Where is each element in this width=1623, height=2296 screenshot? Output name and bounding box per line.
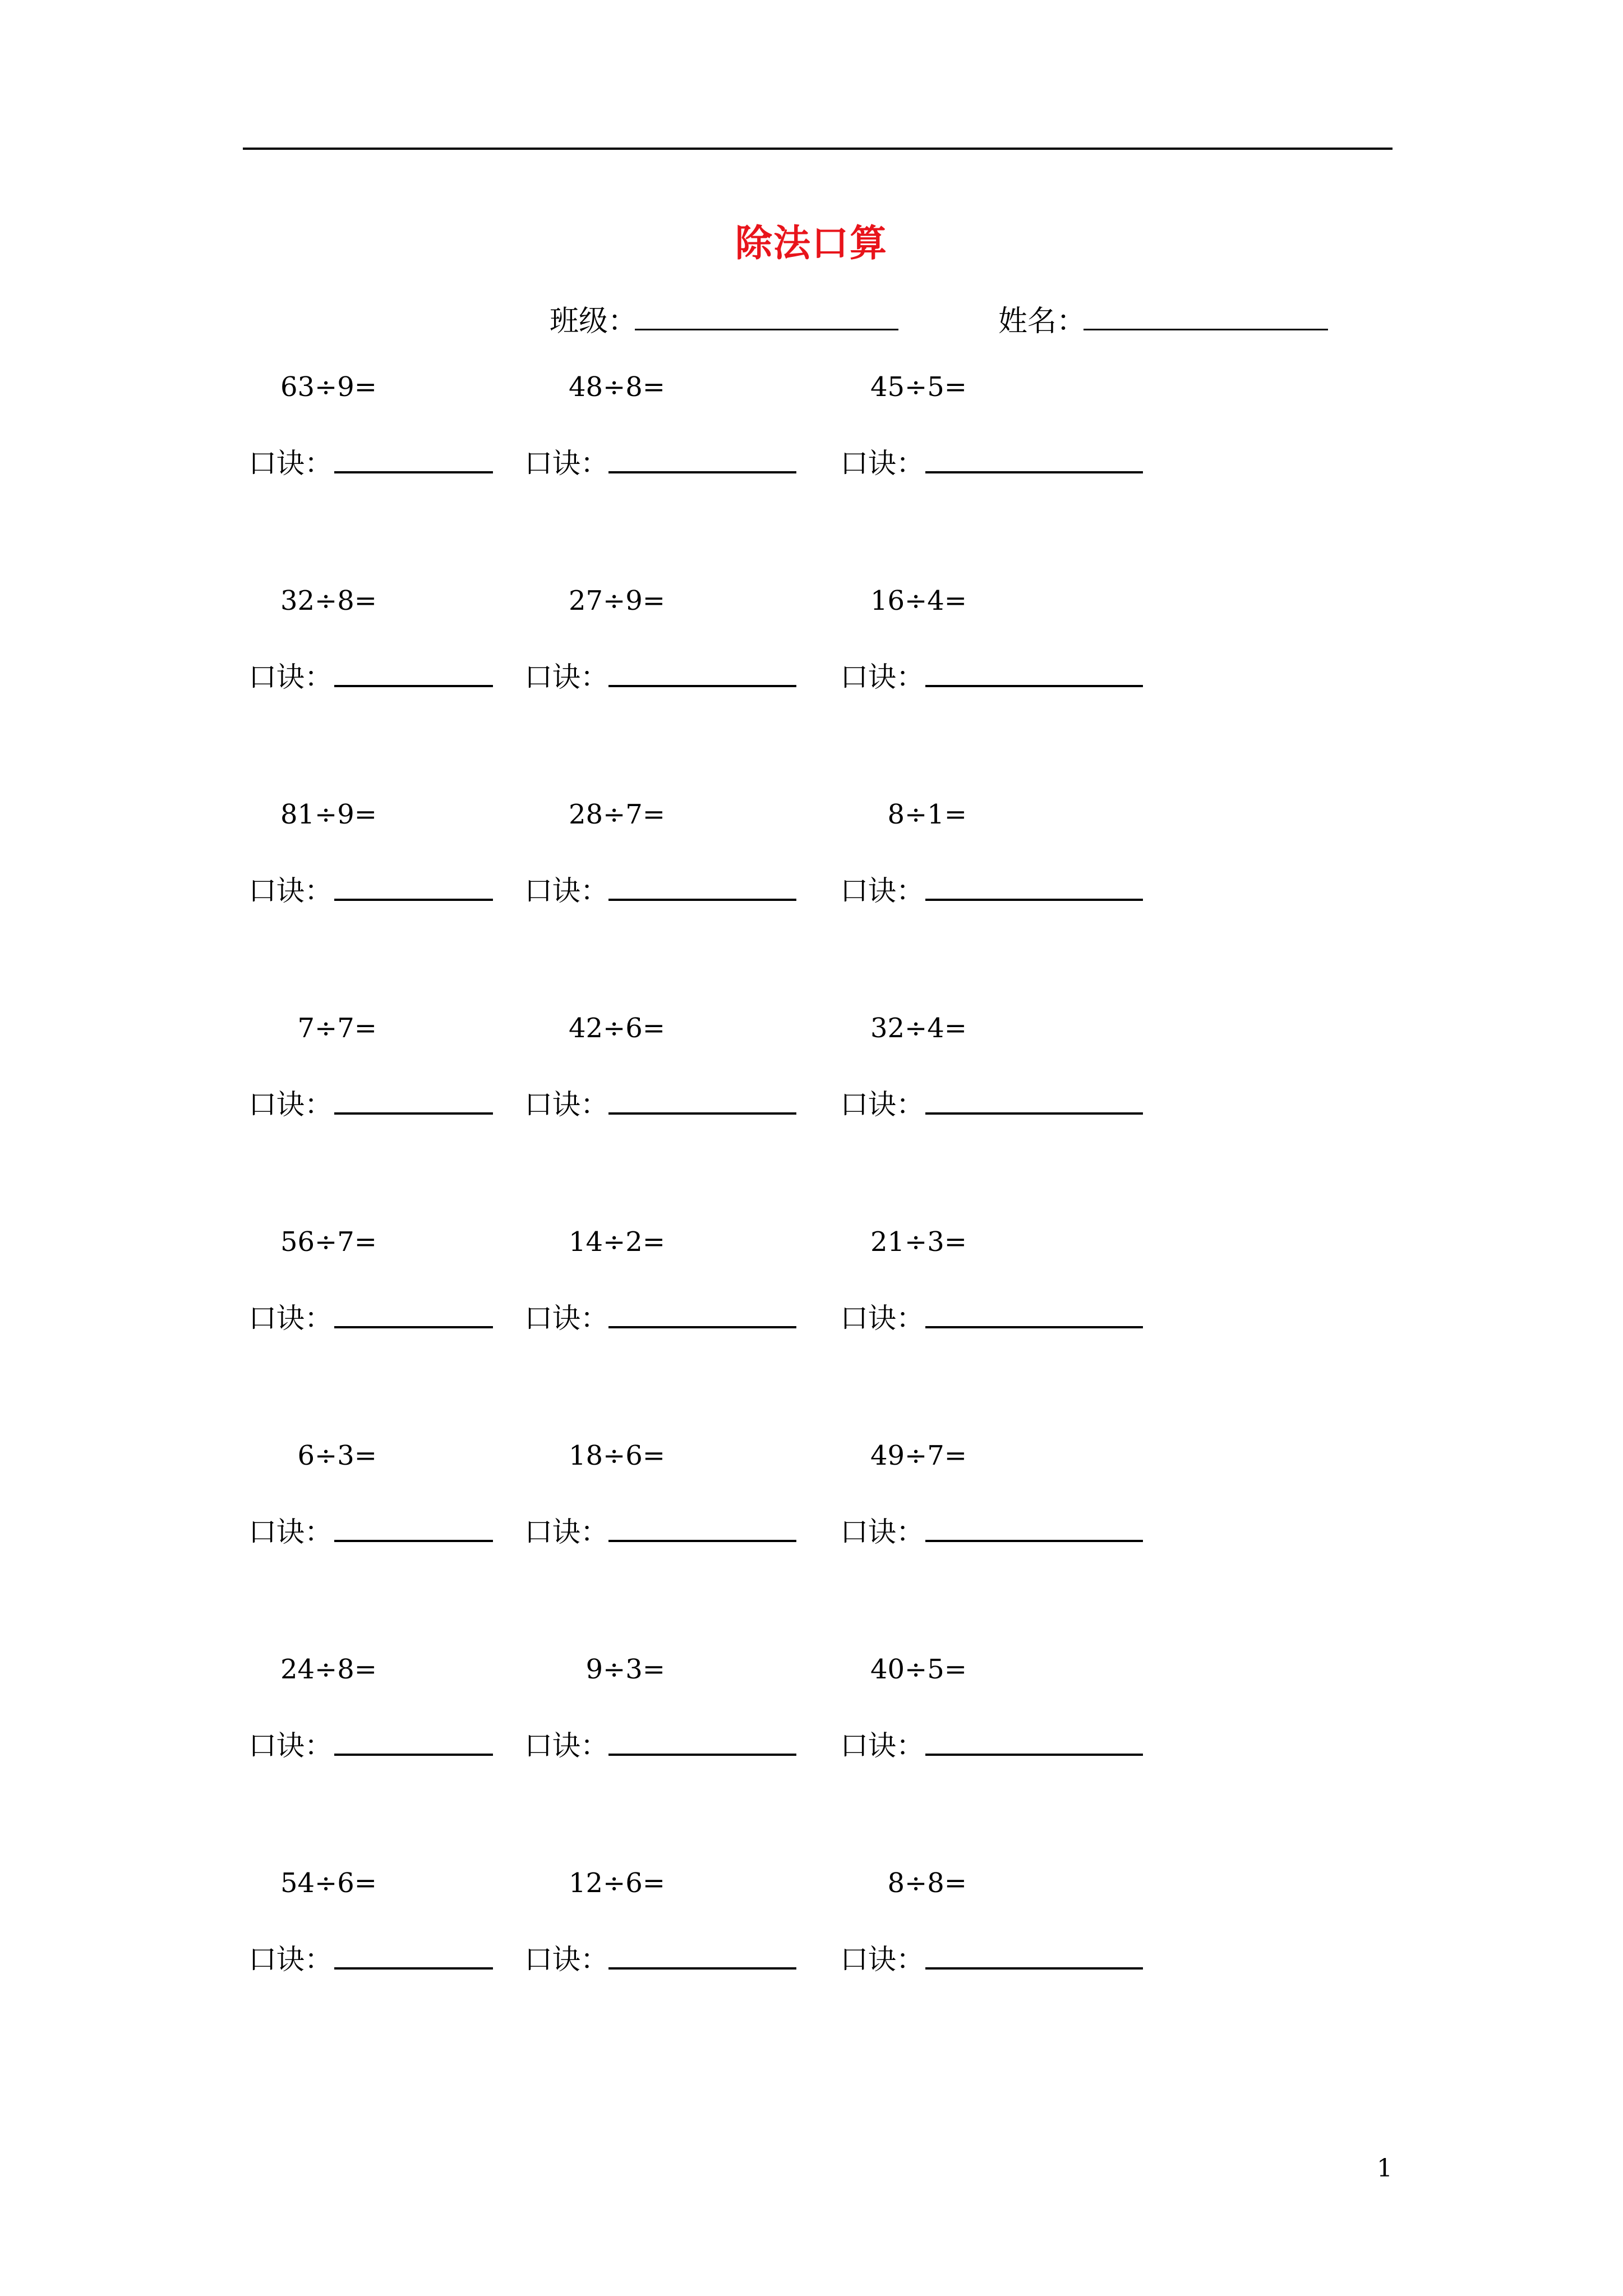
mnemonic-answer-field[interactable]: [925, 1967, 1143, 1970]
mnemonic-answer-field[interactable]: [334, 1112, 493, 1115]
division-problem: 63÷9=: [280, 371, 377, 403]
mnemonic-answer-field[interactable]: [925, 1540, 1143, 1542]
division-problem: 8÷1=: [887, 799, 967, 830]
mnemonic-label: 口诀：: [524, 1516, 608, 1548]
division-problem: 45÷5=: [870, 371, 967, 403]
mnemonic-answer-field[interactable]: [334, 1540, 493, 1542]
division-problem: 81÷9=: [280, 799, 377, 830]
mnemonic-answer-field[interactable]: [608, 1967, 796, 1970]
division-problem: 49÷7=: [870, 1440, 967, 1471]
mnemonic-label: 口诀：: [248, 1943, 333, 1976]
division-problem: 32÷4=: [870, 1013, 967, 1044]
division-problem: 40÷5=: [870, 1654, 967, 1685]
mnemonic-answer-field[interactable]: [334, 471, 493, 473]
division-problem: 21÷3=: [870, 1226, 967, 1258]
mnemonic-label: 口诀：: [248, 447, 333, 480]
mnemonic-label: 口诀：: [248, 1516, 333, 1548]
mnemonic-label: 口诀：: [248, 661, 333, 693]
class-label: 班级：: [550, 305, 638, 338]
page-number: 1: [1377, 2154, 1393, 2183]
mnemonic-label: 口诀：: [524, 1729, 608, 1762]
division-problem: 48÷8=: [568, 371, 665, 403]
division-problem: 18÷6=: [568, 1440, 665, 1471]
mnemonic-label: 口诀：: [248, 1302, 333, 1335]
name-field[interactable]: [1083, 329, 1328, 330]
division-problem: 14÷2=: [568, 1226, 665, 1258]
mnemonic-answer-field[interactable]: [925, 685, 1143, 687]
mnemonic-label: 口诀：: [248, 1088, 333, 1121]
mnemonic-answer-field[interactable]: [925, 471, 1143, 473]
division-problem: 8÷8=: [887, 1867, 967, 1899]
division-problem: 9÷3=: [585, 1654, 665, 1685]
division-problem: 16÷4=: [870, 585, 967, 616]
mnemonic-answer-field[interactable]: [608, 1540, 796, 1542]
mnemonic-answer-field[interactable]: [925, 1754, 1143, 1756]
division-problem: 54÷6=: [280, 1867, 377, 1899]
mnemonic-label: 口诀：: [524, 661, 608, 693]
mnemonic-label: 口诀：: [524, 1302, 608, 1335]
mnemonic-answer-field[interactable]: [608, 1112, 796, 1115]
mnemonic-answer-field[interactable]: [925, 1112, 1143, 1115]
mnemonic-label: 口诀：: [840, 1729, 924, 1762]
division-problem: 12÷6=: [568, 1867, 665, 1899]
mnemonic-label: 口诀：: [248, 875, 333, 907]
mnemonic-label: 口诀：: [524, 1088, 608, 1121]
page-title: 除法口算: [735, 221, 888, 265]
division-problem: 32÷8=: [280, 585, 377, 616]
mnemonic-label: 口诀：: [524, 447, 608, 480]
mnemonic-answer-field[interactable]: [334, 1326, 493, 1328]
mnemonic-answer-field[interactable]: [608, 471, 796, 473]
mnemonic-label: 口诀：: [524, 875, 608, 907]
division-problem: 56÷7=: [280, 1226, 377, 1258]
mnemonic-answer-field[interactable]: [334, 899, 493, 901]
mnemonic-answer-field[interactable]: [334, 685, 493, 687]
mnemonic-label: 口诀：: [840, 1943, 924, 1976]
mnemonic-answer-field[interactable]: [925, 1326, 1143, 1328]
mnemonic-label: 口诀：: [840, 1516, 924, 1548]
mnemonic-answer-field[interactable]: [334, 1754, 493, 1756]
mnemonic-answer-field[interactable]: [608, 1326, 796, 1328]
division-problem: 24÷8=: [280, 1654, 377, 1685]
mnemonic-label: 口诀：: [840, 447, 924, 480]
mnemonic-answer-field[interactable]: [608, 899, 796, 901]
division-problem: 6÷3=: [297, 1440, 377, 1471]
division-problem: 42÷6=: [568, 1013, 665, 1044]
division-problem: 7÷7=: [297, 1013, 377, 1044]
mnemonic-label: 口诀：: [840, 1088, 924, 1121]
mnemonic-answer-field[interactable]: [925, 899, 1143, 901]
mnemonic-label: 口诀：: [840, 661, 924, 693]
division-problem: 27÷9=: [568, 585, 665, 616]
mnemonic-answer-field[interactable]: [334, 1967, 493, 1970]
name-label: 姓名：: [998, 305, 1086, 338]
mnemonic-label: 口诀：: [840, 875, 924, 907]
mnemonic-label: 口诀：: [248, 1729, 333, 1762]
mnemonic-label: 口诀：: [524, 1943, 608, 1976]
mnemonic-answer-field[interactable]: [608, 1754, 796, 1756]
mnemonic-answer-field[interactable]: [608, 685, 796, 687]
header-rule: [243, 148, 1393, 150]
mnemonic-label: 口诀：: [840, 1302, 924, 1335]
class-field[interactable]: [635, 329, 898, 330]
division-problem: 28÷7=: [568, 799, 665, 830]
